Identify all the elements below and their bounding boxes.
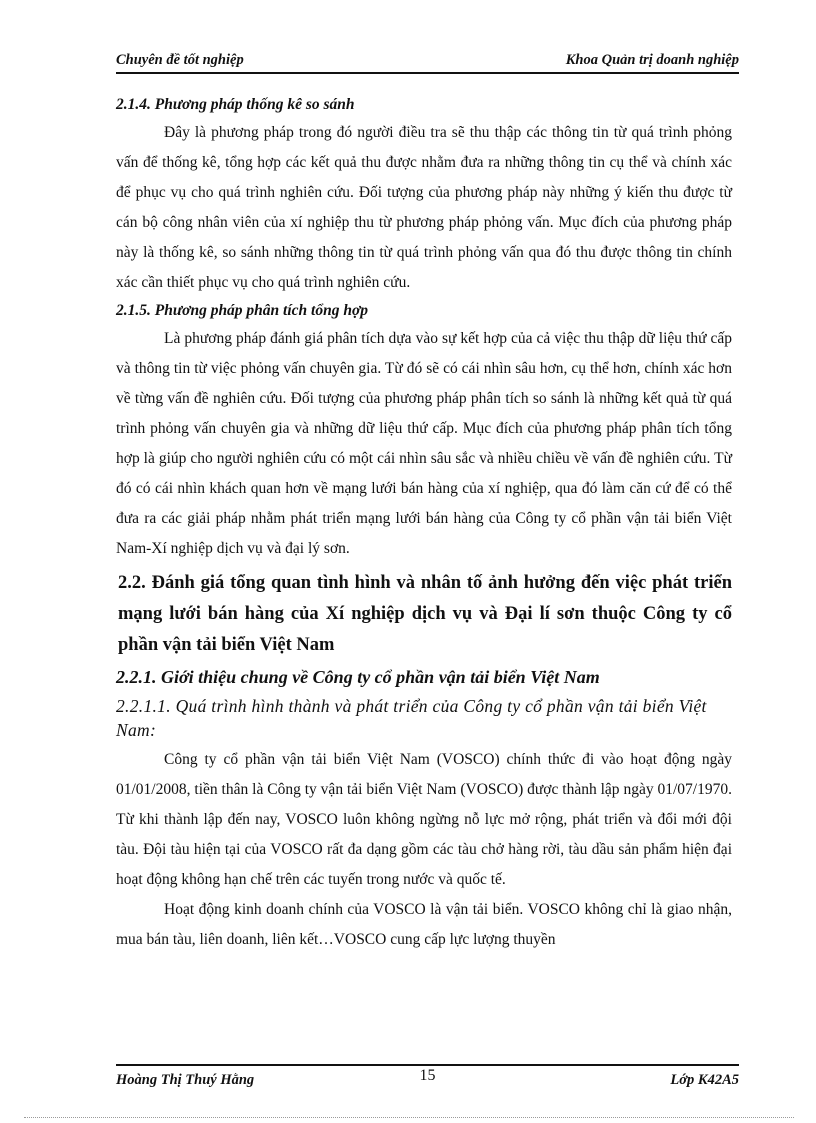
heading-2-1-5: 2.1.5. Phương pháp phân tích tổng hợp — [116, 302, 369, 319]
header-right-title: Khoa Quản trị doanh nghiệp — [565, 52, 739, 68]
footer-class: Lớp K42A5 — [670, 1072, 739, 1088]
page-header — [116, 50, 739, 74]
heading-2-1-4: 2.1.4. Phương pháp thống kê so sánh — [116, 96, 355, 113]
paragraph-2-2-1-1-a: Công ty cổ phần vận tải biển Việt Nam (VOSCO) chính thức đi vào hoạt động ngày 01/01/2008, tiền thân là Công ty vận tải biển Việt Nam (VOSCO) được thành lập ngày 01/07/1970. Từ khi thành lập đến nay, VOSCO luôn không ngừng nỗ lực mở rộng, phát triển và đổi mới đội tàu. Đội tàu hiện tại của VOSCO rất đa dạng gồm các tàu chở hàng rời, tàu dầu sản phẩm hiện đại hoạt động không hạn chế trên các tuyến trong nước và quốc tế. — [116, 751, 732, 888]
paragraph-2-1-4: Đây là phương pháp trong đó người điều tra sẽ thu thập các thông tin từ quá trình phỏng vấn để thống kê, tổng hợp các kết quả thu được nhằm đưa ra những thông tin cụ thể và chính xác để phục vụ cho quá trình nghiên cứu. Đối tượng của phương pháp này những ý kiến thu được từ cán bộ công nhân viên của xí nghiệp thu từ phương pháp phỏng vấn. Mục đích của phương pháp này là thống kê, so sánh những thông tin từ quá trình phỏng vấn qua đó thu được thông tin chính xác cần thiết phục vụ cho quá trình nghiên cứu. — [116, 124, 732, 291]
page-content — [116, 94, 732, 955]
heading-2-2-1: 2.2.1. Giới thiệu chung về Công ty cổ phần vận tải biển Việt Nam — [116, 667, 600, 687]
footer-author: Hoàng Thị Thuý Hằng — [116, 1072, 255, 1088]
page-number: 15 — [419, 1067, 436, 1084]
page-bottom-divider — [24, 1117, 794, 1118]
paragraph-2-1-5: Là phương pháp đánh giá phân tích dựa vào sự kết hợp của cả việc thu thập dữ liệu thứ cấp và thông tin từ việc phỏng vấn chuyên gia. Từ đó sẽ có cái nhìn sâu hơn, cụ thể hơn, chính xác hơn về từng vấn đề nghiên cứu. Đối tượng của phương pháp phân tích so sánh là những kết quả từ quá trình phỏng vấn chuyên gia và những dữ liệu thứ cấp. Mục đích của phương pháp phân tích tổng hợp là giúp cho người nghiên cứu có một cái nhìn sâu sắc và nhiều chiều về vấn đề nghiên cứu. Từ đó có cái nhìn khách quan hơn về mạng lưới bán hàng của xí nghiệp, qua đó làm căn cứ để có thể đưa ra các giải pháp nhằm phát triển mạng lưới bán hàng của Công ty cổ phần vận tải biển Việt Nam-Xí nghiệp dịch vụ và đại lý sơn. — [116, 330, 732, 557]
paragraph-2-2-1-1-b: Hoạt động kinh doanh chính của VOSCO là vận tải biển. VOSCO không chỉ là giao nhận, mua bán tàu, liên doanh, liên kết…VOSCO cung cấp lực lượng thuyền — [116, 901, 732, 948]
page-footer — [116, 1064, 739, 1092]
heading-2-2-1-1: 2.2.1.1. Quá trình hình thành và phát triển của Công ty cổ phần vận tải biển Việt Nam: — [116, 696, 707, 740]
heading-2-2: 2.2. Đánh giá tổng quan tình hình và nhân tố ảnh hưởng đến việc phát triển mạng lưới bán hàng của Xí nghiệp dịch vụ và Đại lí sơn thuộc Công ty cổ phần vận tải biển Việt Nam — [118, 573, 732, 655]
header-left-title: Chuyên đề tốt nghiệp — [116, 52, 244, 68]
